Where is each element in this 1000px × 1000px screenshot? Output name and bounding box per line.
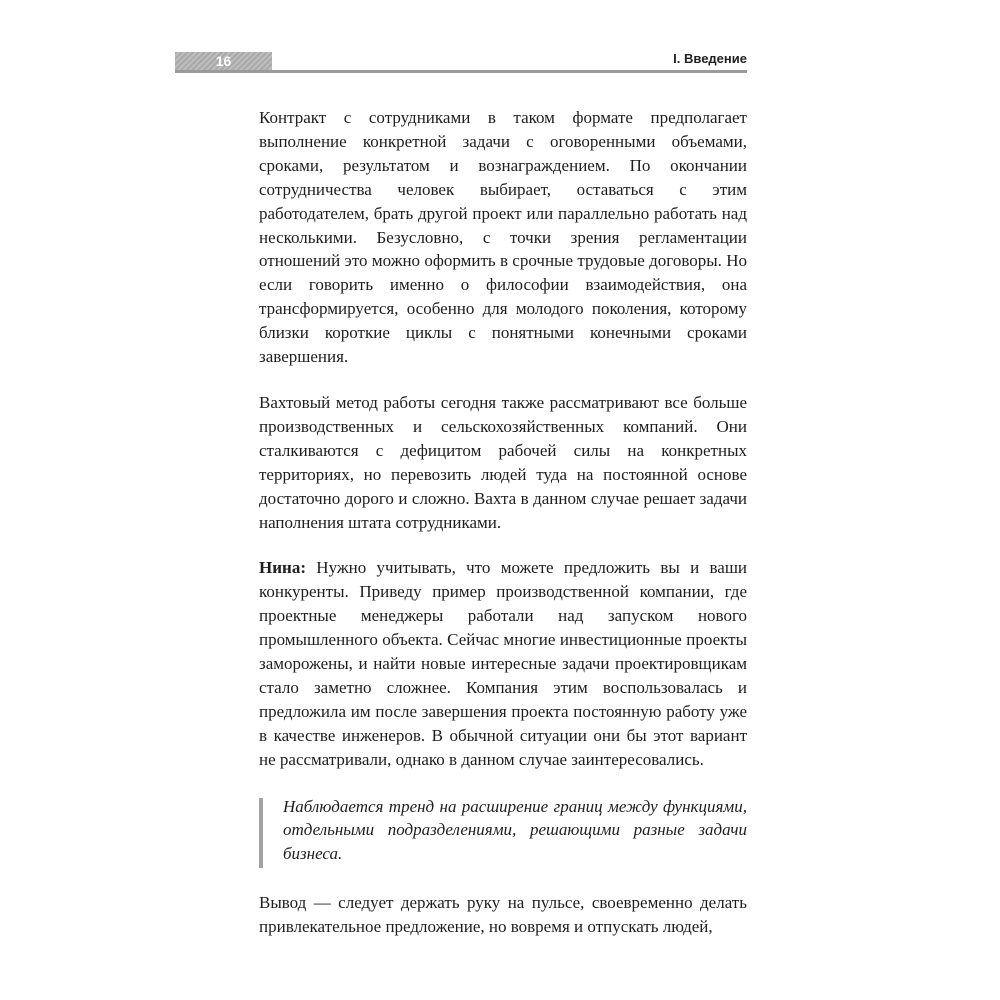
callout-text: Наблюдается тренд на расширение границ между функциями, отдельными подразделениями, решающими разные задачи бизнеса.	[283, 796, 747, 864]
running-head: I. Введение	[673, 51, 747, 66]
paragraph-3	[259, 556, 747, 771]
speaker-name: Нина:	[259, 558, 306, 578]
callout-quote	[259, 795, 747, 867]
body-text	[259, 106, 747, 939]
callout-bar	[259, 798, 263, 868]
page-number: 16	[215, 53, 232, 69]
paragraph-2: Вахтовый метод работы сегодня также рассматривают все больше производственных и сельскохозяйственных компаний. Они сталкиваются с дефицитом рабочей силы на конкретных территориях, но перевозить людей туда на постоянной основе достаточно дорого и сложно. Вахта в данном случае решает задачи наполнения штата сотрудниками.	[259, 392, 747, 532]
paragraph-4: Вывод — следует держать руку на пульсе, своевременно делать привлекательное предложение, но вовремя и отпускать людей,	[259, 893, 747, 937]
paragraph-1: Контракт с сотрудниками в таком формате предполагает выполнение конкретной задачи с оговоренными объемами, сроками, результатом и вознаграждением. По окончании сотрудничества человек выбирает, оставаться с этим работодателем, брать другой проект или параллельно работать над несколькими. Безусловно, с точки зрения регламентации отношений это можно оформить в срочные трудовые договоры. Но если говорить именно о философии взаимодействия, она трансформируется, особенно для молодого поколения, которому близки короткие циклы с понятными конечными сроками завершения.	[259, 108, 747, 367]
paragraph-3-text: Нужно учитывать, что можете предложить вы и ваши конкуренты. Приведу пример производственной компании, где проектные менеджеры работали над запуском нового промышленного объекта. Сейчас многие инвестиционные проекты заморожены, и найти новые интересные задачи проектировщикам стало заметно сложнее. Компания этим воспользовалась и предложила им после завершения проекта постоянную работу уже в качестве инженеров. В обычной ситуации они бы этот вариант не рассматривали, однако в данном случае заинтересовались.	[259, 558, 748, 769]
